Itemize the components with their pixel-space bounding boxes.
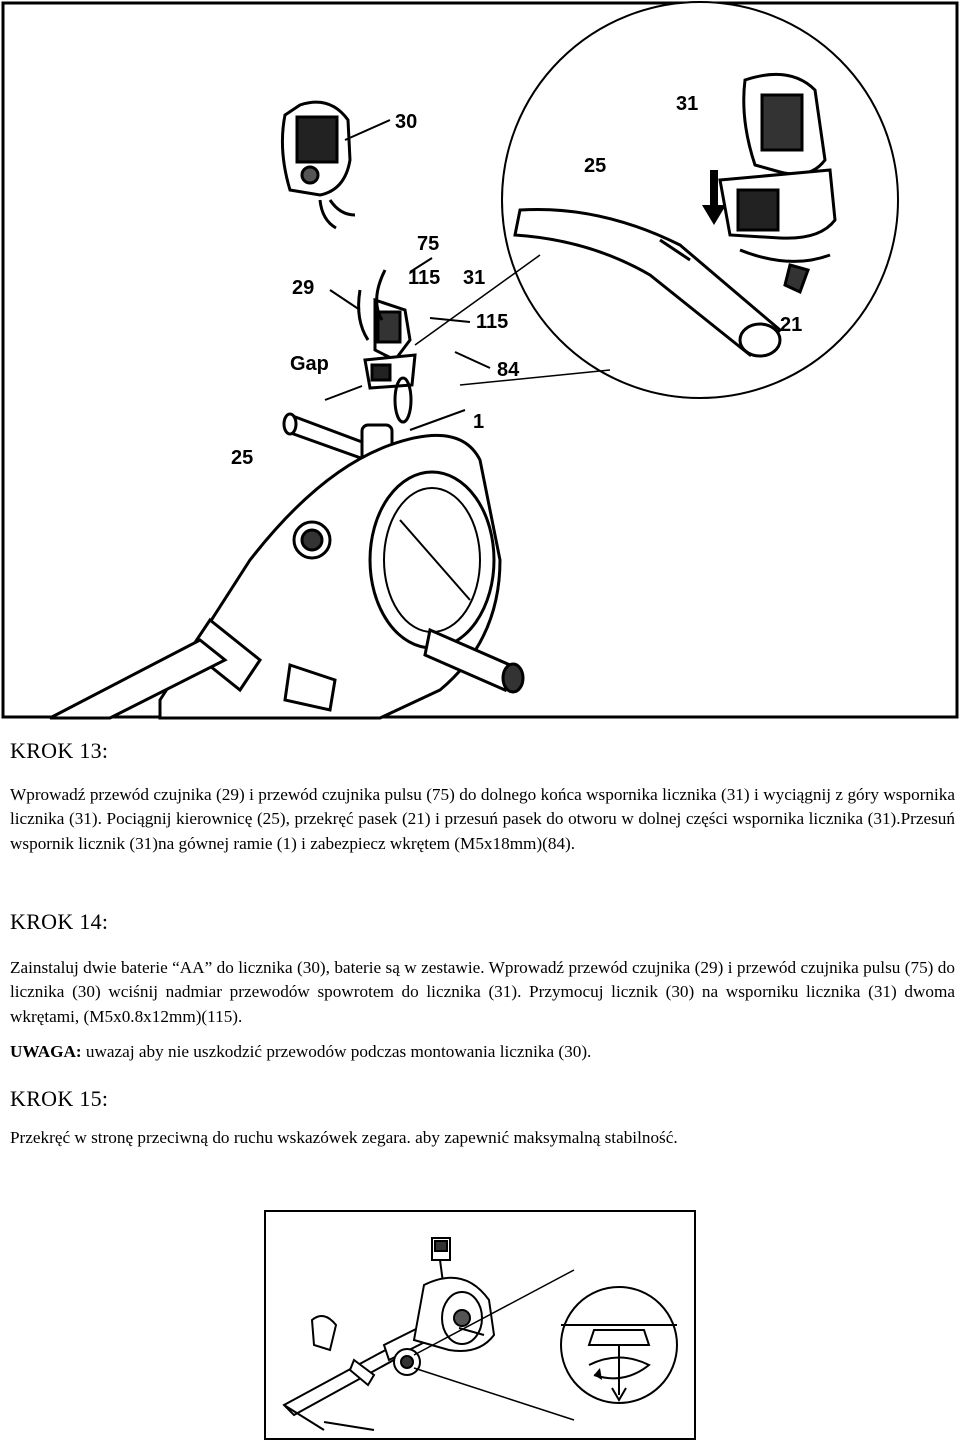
step-13-text: Wprowadź przewód czujnika (29) i przewód czujnika pulsu (75) do dolnego końca wspornika licznika (31) i wyciągnij z góry wspornika licznika (31). Pociągnij kierownicę (25), przekręć pasek (21) i przesuń pasek do otworu w dolnej części wspornika licznika (31).Przesuń wspornik licznik (31)na gównej ramie (1) i zabezpiecz wkrętem (M5x18mm)(84). [10, 785, 955, 853]
warning-note [10, 1040, 955, 1064]
console-part-30 [282, 102, 355, 228]
main-frame-part-1 [50, 435, 523, 718]
zoom-detail-circle [415, 2, 898, 398]
warning-label: UWAGA: [10, 1042, 82, 1061]
step-15-title: KROK 15: [10, 1086, 109, 1111]
warning-text: uwazaj aby nie uszkodzić przewodów podczas montowania licznika (30). [81, 1042, 592, 1061]
rotation-detail-circle [561, 1287, 677, 1403]
callout-25: 25 [231, 447, 254, 469]
callout-1: 1 [473, 411, 485, 433]
callout-21: 21 [780, 314, 803, 336]
rower-illustration-step15 [264, 1210, 696, 1440]
assembly-illustration-step13-14 [0, 0, 960, 722]
callout-84: 84 [497, 359, 520, 381]
step-14-text: Zainstaluj dwie baterie “AA” do licznika (30), baterie są w zestawie. Wprowadź przewód czujnika (29) i przewód czujnika pulsu (75) do licznika (30) wciśnij nadmiar przewodów spowrotem do licznika (31). Przymocuj licznik (30) na wsporniku licznika (31) dwoma wkrętami, (M5x0.8x12mm)(115). [10, 958, 955, 1026]
step-14-title: KROK 14: [10, 909, 109, 934]
callout-31-zoom: 31 [676, 93, 699, 115]
callout-31: 31 [463, 267, 486, 289]
callout-25-zoom: 25 [584, 155, 607, 177]
callout-115-a: 115 [408, 267, 441, 289]
step-15-text: Przekręć w stronę przeciwną do ruchu wskazówek zegara. aby zapewnić maksymalną stabilność. [10, 1128, 678, 1147]
rower-machine [284, 1238, 494, 1430]
callout-115-b: 115 [476, 311, 509, 333]
callout-30: 30 [395, 111, 418, 133]
callout-75: 75 [417, 233, 440, 255]
callout-gap: Gap [290, 353, 329, 375]
callout-29: 29 [292, 277, 315, 299]
console-bracket-31 [359, 270, 415, 422]
step-13-title: KROK 13: [10, 738, 109, 763]
